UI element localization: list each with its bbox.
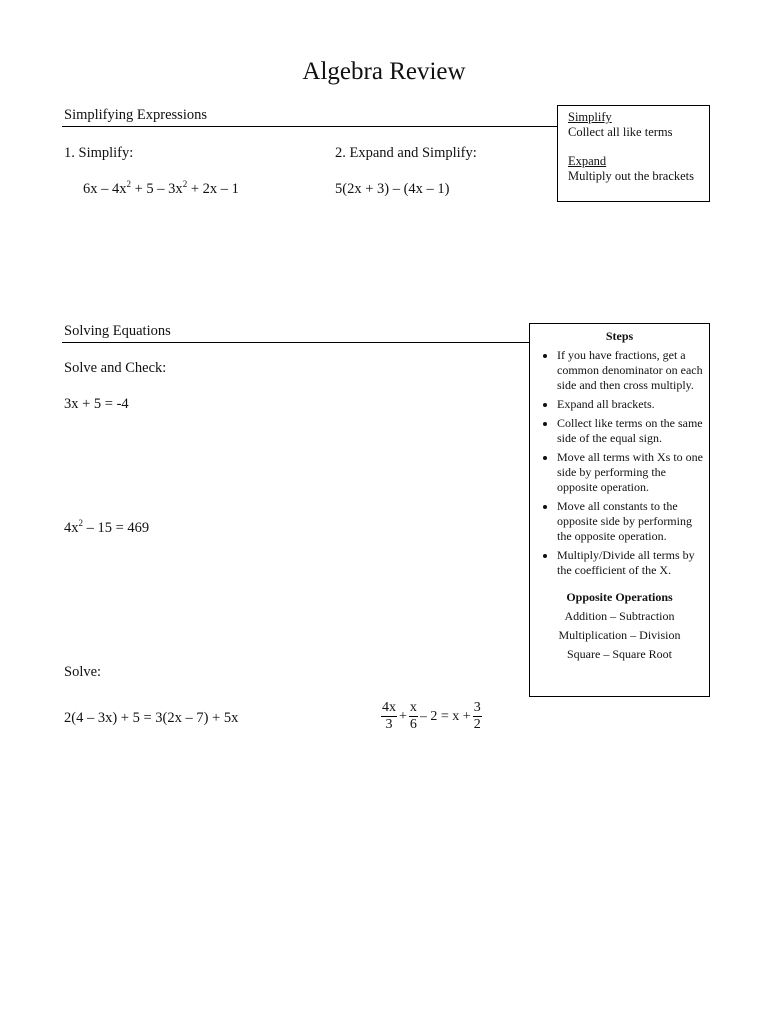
steps-heading: Steps xyxy=(605,329,634,343)
list-item: • Expand all brackets. xyxy=(557,397,703,412)
fraction: $\frac{x}{6}$ xyxy=(409,700,417,732)
equation-2: $4x^2 - 15 = 469$ xyxy=(64,518,150,536)
opposite-operation: Addition – Subtraction xyxy=(564,609,675,623)
opposite-operations-heading: Opposite Operations xyxy=(566,590,673,604)
simplify-term: Simplify xyxy=(568,110,612,124)
expand-term: Expand xyxy=(568,154,607,168)
steps-list xyxy=(530,348,709,578)
fraction: $\frac{3}{2}$ xyxy=(473,700,481,732)
solve-label: Solve: xyxy=(64,664,102,680)
question-2-label: 2. Expand and Simplify: xyxy=(335,145,477,161)
steps-box xyxy=(529,323,710,697)
equation-4: $\frac{4x}{3}$ + $\frac{x}{6}$ – 2 = x + $\frac{3}{2}$ xyxy=(382,700,481,732)
equation-1: 3x + 5 = -4 xyxy=(64,396,129,412)
opposite-operation: Square – Square Root xyxy=(567,647,672,661)
opposite-operation: Multiplication – Division xyxy=(558,628,681,642)
equation-3: 2(4 – 3x) + 5 = 3(2x – 7) + 5x xyxy=(64,710,239,726)
fraction: $\frac{4x}{3}$ xyxy=(382,700,396,732)
question-2-expression: 5(2x + 3) – (4x – 1) xyxy=(335,181,450,197)
page-title: Algebra Review xyxy=(302,58,466,85)
list-item: • Multiply/Divide all terms by the coefficient of the X. xyxy=(557,548,703,578)
expand-definition: Multiply out the brackets xyxy=(568,169,695,183)
definitions-box xyxy=(557,105,710,202)
section-heading-simplifying: Simplifying Expressions xyxy=(64,107,207,123)
list-item: • Move all constants to the opposite side by performing the opposite operation. xyxy=(557,499,703,544)
list-item: • Move all terms with Xs to one side by performing the opposite operation. xyxy=(557,450,703,495)
section-rule xyxy=(62,126,558,127)
solve-check-label: Solve and Check: xyxy=(64,360,167,376)
section-heading-solving: Solving Equations xyxy=(64,323,171,339)
question-1-expression: $6x - 4x^2 + 5 - 3x^2 + 2x - 1$ xyxy=(83,179,239,197)
list-item: • If you have fractions, get a common denominator on each side and then cross multiply. xyxy=(557,348,703,393)
simplify-definition: Collect all like terms xyxy=(568,125,673,139)
list-item: • Collect like terms on the same side of the equal sign. xyxy=(557,416,703,446)
question-1-label: 1. Simplify: xyxy=(64,145,134,161)
section-rule xyxy=(62,342,530,343)
